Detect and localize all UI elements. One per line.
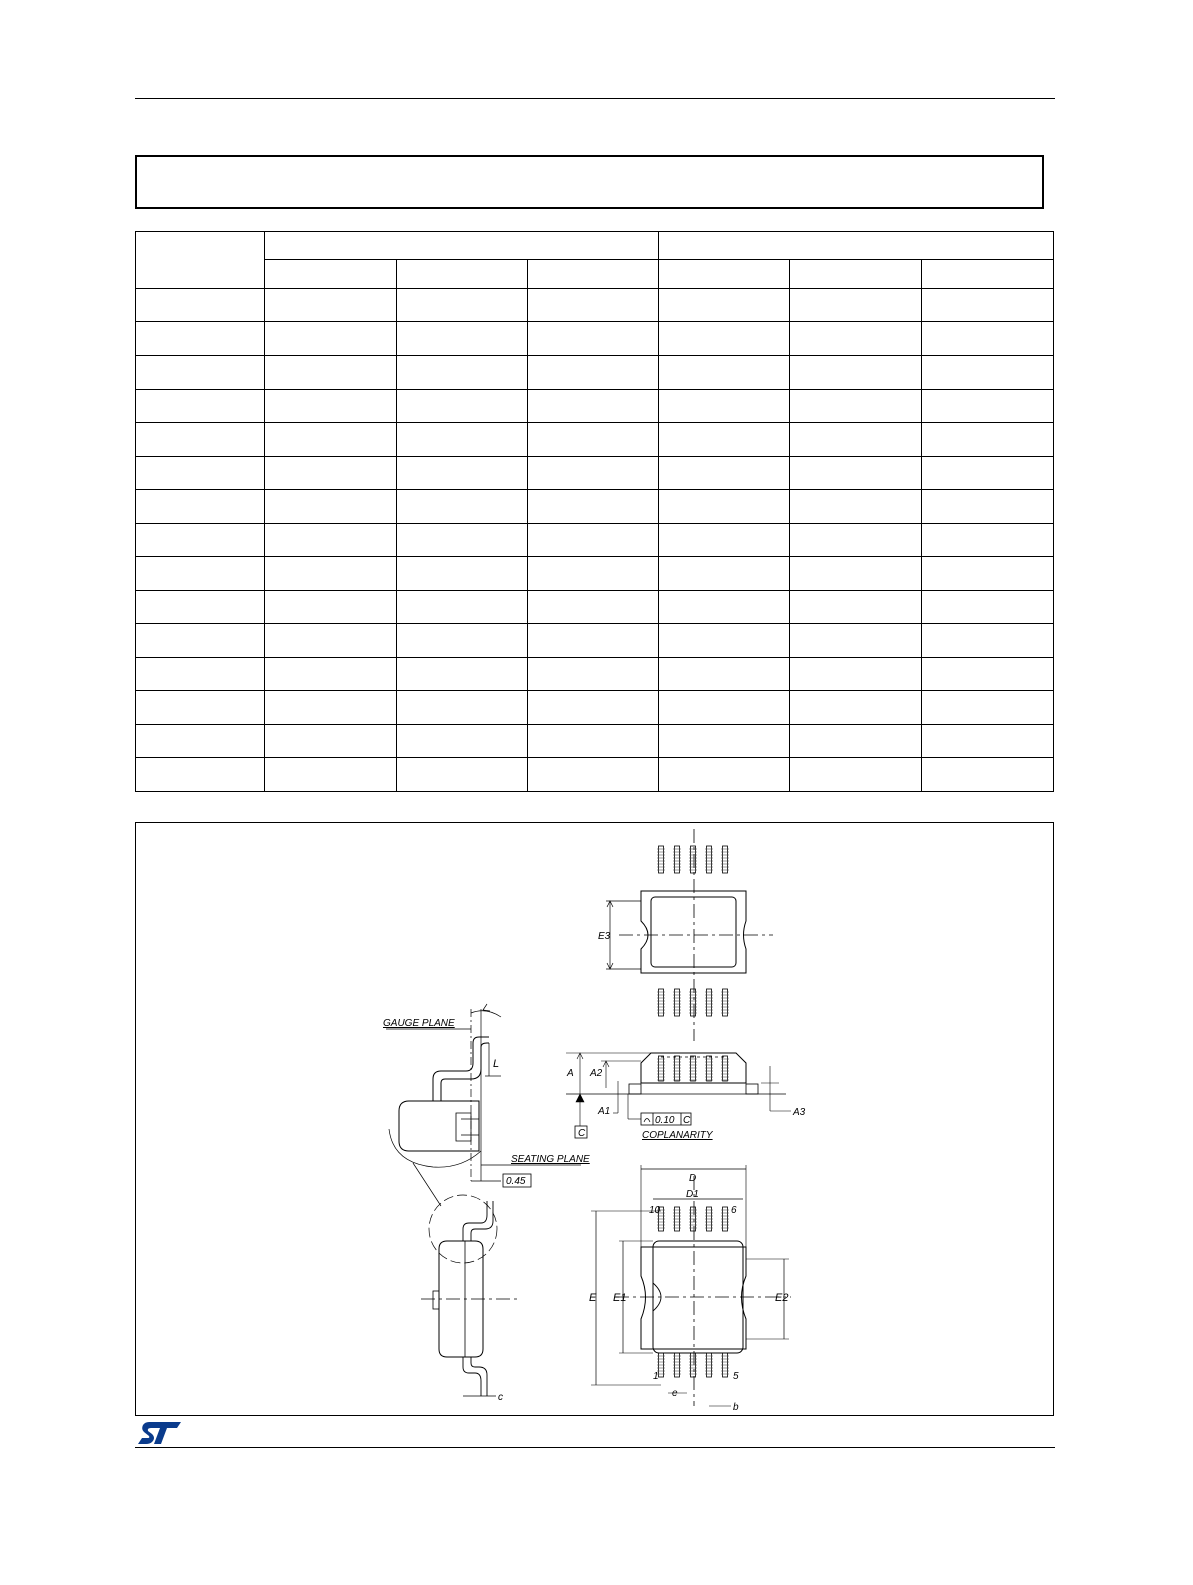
table-cell — [921, 322, 1053, 356]
table-cell — [527, 557, 658, 591]
pin-lead — [689, 1056, 697, 1081]
table-cell — [790, 490, 921, 524]
top-view-lower-pins — [657, 989, 729, 1016]
table-cell — [136, 322, 265, 356]
table-cell — [659, 456, 790, 490]
pin-lead — [689, 989, 697, 1016]
pin-lead — [673, 846, 681, 873]
table-row — [136, 590, 1054, 624]
table-cell — [921, 590, 1053, 624]
table-cell — [527, 657, 658, 691]
bottom-view-lower-pins — [657, 1353, 729, 1377]
table-cell — [136, 423, 265, 457]
label-d1: D1 — [686, 1189, 699, 1200]
dimensions-table — [135, 231, 1054, 792]
table-cell — [527, 590, 658, 624]
pin-lead — [673, 989, 681, 1016]
table-row — [136, 657, 1054, 691]
table-cell — [136, 456, 265, 490]
table-cell — [790, 557, 921, 591]
table-cell — [527, 758, 658, 792]
table-row — [136, 691, 1054, 725]
pin-6-label: 6 — [731, 1205, 737, 1216]
table-cell — [659, 322, 790, 356]
table-cell — [527, 456, 658, 490]
table-cell — [921, 490, 1053, 524]
table-cell — [527, 724, 658, 758]
table-row — [136, 523, 1054, 557]
subheader-cell — [790, 260, 921, 288]
table-cell — [921, 691, 1053, 725]
table-row — [136, 355, 1054, 389]
table-cell — [396, 322, 527, 356]
label-l: L — [493, 1058, 500, 1070]
pin-lead — [705, 1056, 713, 1081]
table-cell — [790, 355, 921, 389]
table-row — [136, 724, 1054, 758]
subheader-cell — [527, 260, 658, 288]
gauge-plane-label: GAUGE PLANE — [383, 1018, 455, 1029]
header-dim-cell — [136, 232, 265, 289]
table-cell — [527, 490, 658, 524]
pin-lead — [689, 846, 697, 873]
package-drawing-frame — [135, 822, 1054, 1416]
label-e-pitch: e — [672, 1388, 678, 1399]
table-cell — [136, 758, 265, 792]
table-cell — [265, 322, 396, 356]
table-cell — [136, 355, 265, 389]
table-cell — [921, 355, 1053, 389]
table-cell — [265, 590, 396, 624]
label-c: c — [498, 1392, 503, 1403]
table-cell — [265, 523, 396, 557]
header-group-2 — [659, 232, 1054, 260]
table-cell — [396, 724, 527, 758]
table-cell — [790, 389, 921, 423]
table-cell — [136, 724, 265, 758]
pin-1-label: 1 — [653, 1371, 659, 1382]
header-group-1 — [265, 232, 659, 260]
table-cell — [921, 557, 1053, 591]
table-cell — [396, 355, 527, 389]
table-cell — [790, 590, 921, 624]
pin-lead — [721, 1056, 729, 1081]
pin-lead — [673, 1353, 681, 1377]
table-cell — [921, 456, 1053, 490]
table-row — [136, 389, 1054, 423]
label-a: A — [567, 1068, 574, 1079]
table-header-row — [136, 232, 1054, 260]
table-cell — [659, 758, 790, 792]
pin-lead — [721, 989, 729, 1016]
coplanarity-ref: C — [683, 1115, 691, 1126]
table-cell — [659, 590, 790, 624]
table-cell — [396, 456, 527, 490]
pin-lead — [721, 1207, 729, 1231]
table-cell — [659, 389, 790, 423]
table-cell — [265, 389, 396, 423]
table-cell — [921, 523, 1053, 557]
subheader-cell — [921, 260, 1053, 288]
table-cell — [659, 490, 790, 524]
label-a3: A3 — [793, 1107, 806, 1118]
table-cell — [659, 624, 790, 658]
table-cell — [527, 355, 658, 389]
table-row — [136, 423, 1054, 457]
table-title-box — [135, 155, 1044, 209]
label-d: D — [689, 1173, 697, 1184]
table-cell — [265, 355, 396, 389]
bottom-rule — [135, 1447, 1055, 1448]
table-cell — [396, 490, 527, 524]
table-cell — [921, 758, 1053, 792]
table-body — [136, 288, 1054, 791]
bottom-view-upper-pins — [657, 1207, 729, 1231]
table-cell — [921, 389, 1053, 423]
table-cell — [265, 490, 396, 524]
pin-lead — [705, 846, 713, 873]
table-cell — [265, 288, 396, 322]
table-row — [136, 322, 1054, 356]
table-cell — [265, 423, 396, 457]
package-outline-drawing — [136, 823, 1052, 1414]
pin-lead — [689, 1207, 697, 1231]
table-cell — [396, 288, 527, 322]
table-cell — [136, 490, 265, 524]
table-cell — [790, 624, 921, 658]
table-cell — [527, 624, 658, 658]
table-cell — [136, 590, 265, 624]
table-cell — [659, 288, 790, 322]
table-cell — [396, 389, 527, 423]
label-e1: E1 — [613, 1292, 627, 1304]
table-cell — [136, 691, 265, 725]
table-cell — [396, 423, 527, 457]
label-e3: E3 — [598, 931, 611, 942]
lead-detail-view — [386, 1004, 581, 1206]
table-cell — [790, 523, 921, 557]
table-cell — [136, 288, 265, 322]
pin-lead — [705, 989, 713, 1016]
table-cell — [790, 423, 921, 457]
table-cell — [265, 691, 396, 725]
table-cell — [265, 557, 396, 591]
side-profile-view — [421, 1195, 521, 1396]
table-cell — [396, 657, 527, 691]
coplanarity-label: COPLANARITY — [642, 1130, 713, 1141]
table-cell — [921, 657, 1053, 691]
table-cell — [136, 624, 265, 658]
table-cell — [265, 657, 396, 691]
table-cell — [659, 557, 790, 591]
subheader-cell — [265, 260, 396, 288]
pin-lead — [673, 1207, 681, 1231]
gauge-value: 0.45 — [506, 1176, 526, 1187]
table-cell — [790, 657, 921, 691]
table-cell — [527, 523, 658, 557]
table-cell — [921, 423, 1053, 457]
table-cell — [659, 691, 790, 725]
table-cell — [527, 389, 658, 423]
table-cell — [659, 423, 790, 457]
top-rule — [135, 98, 1055, 99]
label-a1: A1 — [598, 1106, 611, 1117]
subheader-cell — [659, 260, 790, 288]
pin-lead — [657, 846, 665, 873]
table-cell — [527, 322, 658, 356]
table-cell — [265, 758, 396, 792]
pin-lead — [657, 1056, 665, 1081]
label-b: b — [733, 1402, 739, 1413]
table-cell — [790, 322, 921, 356]
pin-lead — [689, 1353, 697, 1377]
table-cell — [527, 423, 658, 457]
pin-lead — [721, 846, 729, 873]
pin-lead — [721, 1353, 729, 1377]
pin-lead — [705, 1353, 713, 1377]
table-cell — [136, 523, 265, 557]
table-subheader-row — [136, 260, 1054, 288]
table-cell — [265, 624, 396, 658]
table-row — [136, 288, 1054, 322]
st-logo — [137, 1420, 183, 1446]
table-cell — [136, 557, 265, 591]
table-cell — [396, 557, 527, 591]
table-cell — [921, 724, 1053, 758]
subheader-cell — [396, 260, 527, 288]
side-view — [566, 1053, 791, 1138]
coplanarity-value: 0.10 — [655, 1115, 675, 1126]
seating-plane-label: SEATING PLANE — [511, 1154, 590, 1165]
top-view-upper-pins — [657, 846, 729, 873]
table-cell — [136, 657, 265, 691]
table-row — [136, 557, 1054, 591]
table-cell — [659, 657, 790, 691]
table-cell — [659, 355, 790, 389]
label-a2: A2 — [590, 1068, 603, 1079]
table-cell — [790, 758, 921, 792]
pin-5-label: 5 — [733, 1371, 739, 1382]
side-view-pins — [657, 1056, 729, 1081]
table-cell — [790, 288, 921, 322]
pin-lead — [657, 989, 665, 1016]
table-cell — [265, 456, 396, 490]
table-cell — [396, 758, 527, 792]
datum-c-label: C — [578, 1128, 586, 1139]
label-e: E — [589, 1292, 597, 1304]
table-row — [136, 456, 1054, 490]
table-cell — [659, 724, 790, 758]
table-cell — [790, 724, 921, 758]
table-row — [136, 758, 1054, 792]
bottom-view — [591, 1165, 791, 1406]
pin-lead — [705, 1207, 713, 1231]
table-cell — [790, 691, 921, 725]
table-cell — [396, 523, 527, 557]
pin-lead — [673, 1056, 681, 1081]
table-row — [136, 490, 1054, 524]
table-cell — [659, 523, 790, 557]
table-cell — [265, 724, 396, 758]
table-cell — [396, 624, 527, 658]
pin-10-label: 10 — [649, 1205, 661, 1216]
table-cell — [527, 691, 658, 725]
table-cell — [396, 691, 527, 725]
table-cell — [396, 590, 527, 624]
table-cell — [790, 456, 921, 490]
label-e2: E2 — [775, 1292, 789, 1304]
table-cell — [921, 288, 1053, 322]
table-row — [136, 624, 1054, 658]
table-cell — [921, 624, 1053, 658]
table-cell — [527, 288, 658, 322]
table-cell — [136, 389, 265, 423]
